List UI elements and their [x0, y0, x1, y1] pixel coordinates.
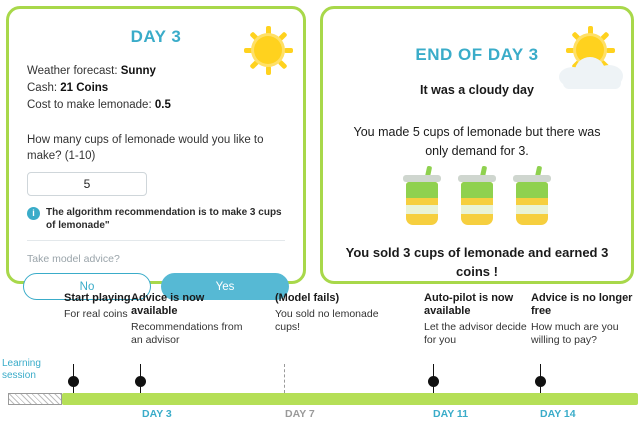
cost-row [27, 97, 303, 114]
divider [27, 240, 285, 241]
event-title: Advice is now available [131, 292, 205, 317]
yes-button[interactable]: Yes [161, 273, 289, 300]
take-advice-label: Take model advice? [27, 253, 120, 265]
current-day-panel [6, 6, 306, 293]
day-label-7: DAY 7 [285, 408, 315, 420]
timeline [0, 292, 640, 425]
day-title: DAY 3 [130, 27, 182, 46]
event-title: Start playing [64, 292, 131, 304]
event-marker [68, 376, 79, 387]
event-subtitle: For real coins [64, 308, 128, 320]
cash-row [27, 80, 303, 97]
day-label-14: DAY 14 [540, 408, 576, 420]
event-marker [135, 376, 146, 387]
cups-input[interactable] [27, 172, 147, 196]
cash-value: 21 Coins [60, 82, 109, 94]
event-marker [535, 376, 546, 387]
day-label-3: DAY 3 [142, 408, 172, 420]
learning-session-label: Learning session [2, 358, 41, 381]
timeline-bar [62, 393, 638, 405]
end-of-day-title: END OF DAY 3 [415, 45, 539, 64]
event-title: Auto-pilot is now available [424, 292, 514, 317]
info-icon: i [27, 207, 40, 220]
demand-text: You made 5 cups of lemonade but there was only demand for 3. [353, 125, 601, 158]
sold-text: You sold 3 cups of lemonade and earned 3 coins ! [345, 245, 609, 279]
event-title: (Model fails) [275, 292, 340, 304]
lemonade-cup-icon [457, 175, 497, 225]
timeline-event-advice-paid [531, 292, 640, 347]
weather-label: Weather forecast: [27, 65, 118, 77]
cost-label: Cost to make lemonade: [27, 99, 152, 111]
lemonade-cup-icon [402, 175, 442, 225]
timeline-event-autopilot [424, 292, 536, 347]
timeline-event-model-fails [275, 292, 387, 334]
cups-question: How many cups of lemonade would you like to make? (1-10) [27, 134, 264, 162]
lemonade-cup-icon [512, 175, 552, 225]
no-button[interactable]: No [23, 273, 151, 300]
event-subtitle: Let the advisor decide for you [424, 321, 527, 346]
weather-result: It was a cloudy day [420, 83, 534, 97]
timeline-event-advice-available [131, 292, 243, 347]
cash-label: Cash: [27, 82, 58, 94]
event-subtitle: How much are you willing to pay? [531, 321, 619, 346]
recommendation-text: The algorithm recommendation is to make 3 cups of lemonade" [46, 207, 282, 231]
event-title: Advice is no longer free [531, 292, 633, 317]
recommendation-hint [27, 206, 289, 232]
event-subtitle: You sold no lemonade cups! [275, 308, 379, 333]
learning-session-block [8, 393, 62, 405]
day-label-11: DAY 11 [433, 408, 469, 420]
event-subtitle: Recommendations from an advisor [131, 321, 243, 346]
sun-icon [241, 23, 295, 77]
event-marker [279, 376, 290, 387]
cloud-icon [559, 53, 625, 87]
weather-value: Sunny [120, 65, 156, 77]
lemonade-cups-illustration [402, 175, 552, 225]
end-of-day-panel [320, 6, 634, 284]
cost-value: 0.5 [154, 99, 171, 111]
event-marker [428, 376, 439, 387]
